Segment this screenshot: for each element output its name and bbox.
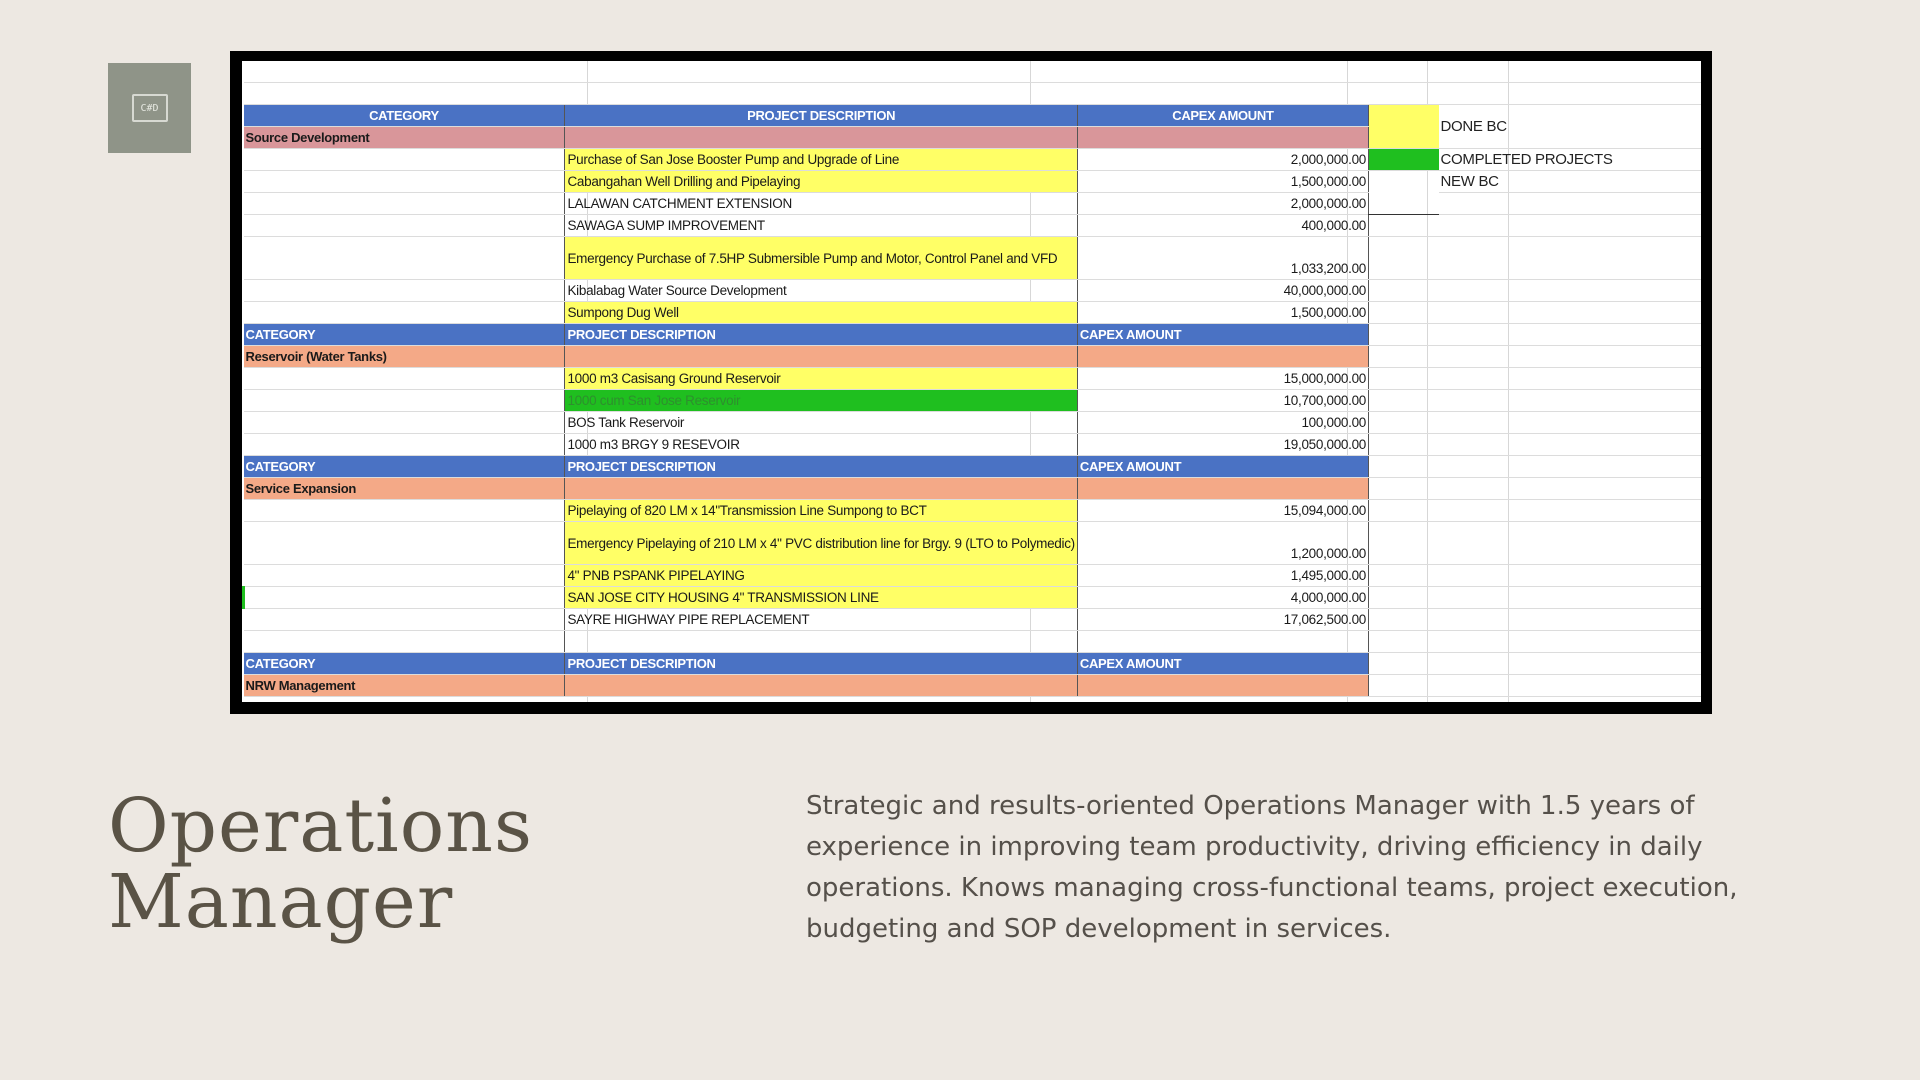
table-row <box>244 280 1702 302</box>
category-name: Source Development <box>244 127 565 149</box>
project-description: Emergency Pipelaying of 210 LM x 4" PVC distribution line for Brgy. 9 (LTO to Polymedic) <box>565 522 1077 565</box>
header-project: PROJECT DESCRIPTION <box>565 456 1077 478</box>
title-line-1: Operations <box>108 783 533 869</box>
table-row <box>244 193 1702 215</box>
capex-amount: 10,700,000.00 <box>1077 390 1368 412</box>
capex-amount: 1,500,000.00 <box>1077 302 1368 324</box>
project-description: 1000 m3 BRGY 9 RESEVOIR <box>565 434 1077 456</box>
header-category: CATEGORY <box>244 653 565 675</box>
table-row <box>244 434 1702 456</box>
table-row <box>244 609 1702 631</box>
capex-amount: 100,000.00 <box>1077 412 1368 434</box>
blank-row <box>244 631 1702 653</box>
capex-amount: 1,033,200.00 <box>1077 237 1368 280</box>
header-category: CATEGORY <box>244 105 565 127</box>
table-row <box>244 149 1702 171</box>
table-header-row <box>244 324 1702 346</box>
spreadsheet-screenshot <box>230 51 1712 714</box>
capex-amount: 1,500,000.00 <box>1077 171 1368 193</box>
project-description: SAN JOSE CITY HOUSING 4" TRANSMISSION LINE <box>565 587 1077 609</box>
table-row <box>244 565 1702 587</box>
project-description: Purchase of San Jose Booster Pump and Upgrade of Line <box>565 149 1077 171</box>
table-row <box>244 500 1702 522</box>
spreadsheet-sheet <box>242 61 1701 702</box>
project-description: SAYRE HIGHWAY PIPE REPLACEMENT <box>565 609 1077 631</box>
capex-amount: 1,200,000.00 <box>1077 522 1368 565</box>
table-row <box>244 390 1702 412</box>
header-category: CATEGORY <box>244 324 565 346</box>
project-description: 1000 m3 Casisang Ground Reservoir <box>565 368 1077 390</box>
category-row <box>244 675 1702 697</box>
legend-new-swatch <box>1369 171 1439 215</box>
project-description: 1000 cum San Jose Reservoir <box>565 390 1077 412</box>
capex-amount: 400,000.00 <box>1077 215 1368 237</box>
project-description: Cabangahan Well Drilling and Pipelaying <box>565 171 1077 193</box>
header-capex: CAPEX AMOUNT <box>1077 105 1368 127</box>
legend-done-swatch <box>1369 105 1439 149</box>
capex-amount: 17,062,500.00 <box>1077 609 1368 631</box>
project-description: BOS Tank Reservoir <box>565 412 1077 434</box>
category-name: NRW Management <box>244 675 565 697</box>
table-row <box>244 522 1702 565</box>
capex-amount: 40,000,000.00 <box>1077 280 1368 302</box>
blank-row <box>244 61 1702 83</box>
capex-amount: 15,094,000.00 <box>1077 500 1368 522</box>
capex-amount: 4,000,000.00 <box>1077 587 1368 609</box>
table-header-row <box>244 653 1702 675</box>
legend-completed-label: COMPLETED PROJECTS <box>1439 149 1702 171</box>
capex-table <box>242 61 1701 697</box>
header-project: PROJECT DESCRIPTION <box>565 653 1077 675</box>
category-name: Reservoir (Water Tanks) <box>244 346 565 368</box>
header-capex: CAPEX AMOUNT <box>1077 324 1368 346</box>
project-description: Pipelaying of 820 LM x 14"Transmission Line Sumpong to BCT <box>565 500 1077 522</box>
capex-amount: 1,495,000.00 <box>1077 565 1368 587</box>
profile-description: Strategic and results-oriented Operations Manager with 1.5 years of experience in improving team productivity, driving efficiency in daily operations. Knows managing cross-functional teams, project execution, budgeting and SOP development in services. <box>806 791 1738 944</box>
project-description: SAWAGA SUMP IMPROVEMENT <box>565 215 1077 237</box>
category-name: Service Expansion <box>244 478 565 500</box>
capex-amount: 2,000,000.00 <box>1077 149 1368 171</box>
capex-amount: 2,000,000.00 <box>1077 193 1368 215</box>
table-row <box>244 237 1702 280</box>
legend-completed-swatch <box>1369 149 1439 171</box>
category-row <box>244 478 1702 500</box>
table-row <box>244 302 1702 324</box>
table-header-row <box>244 456 1702 478</box>
table-row <box>244 215 1702 237</box>
table-row <box>244 412 1702 434</box>
header-capex: CAPEX AMOUNT <box>1077 653 1368 675</box>
blank-row <box>244 83 1702 105</box>
code-screen-icon: C#D <box>132 94 168 122</box>
logo-badge <box>108 63 191 153</box>
title-line-2: Manager <box>108 859 454 945</box>
capex-amount: 15,000,000.00 <box>1077 368 1368 390</box>
header-project: PROJECT DESCRIPTION <box>565 324 1077 346</box>
category-row <box>244 346 1702 368</box>
legend-done-label: DONE BC <box>1439 105 1702 149</box>
capex-amount: 19,050,000.00 <box>1077 434 1368 456</box>
legend-new-label: NEW BC <box>1439 171 1702 193</box>
table-row <box>244 368 1702 390</box>
project-description: 4" PNB PSPANK PIPELAYING <box>565 565 1077 587</box>
table-header-row <box>244 105 1702 127</box>
header-category: CATEGORY <box>244 456 565 478</box>
page-title <box>108 783 533 945</box>
project-description: Sumpong Dug Well <box>565 302 1077 324</box>
table-row <box>244 171 1702 193</box>
header-capex: CAPEX AMOUNT <box>1077 456 1368 478</box>
project-description: Emergency Purchase of 7.5HP Submersible Pump and Motor, Control Panel and VFD <box>565 237 1077 280</box>
project-description: LALAWAN CATCHMENT EXTENSION <box>565 193 1077 215</box>
header-project: PROJECT DESCRIPTION <box>565 105 1077 127</box>
project-description: Kibalabag Water Source Development <box>565 280 1077 302</box>
table-row <box>244 587 1702 609</box>
